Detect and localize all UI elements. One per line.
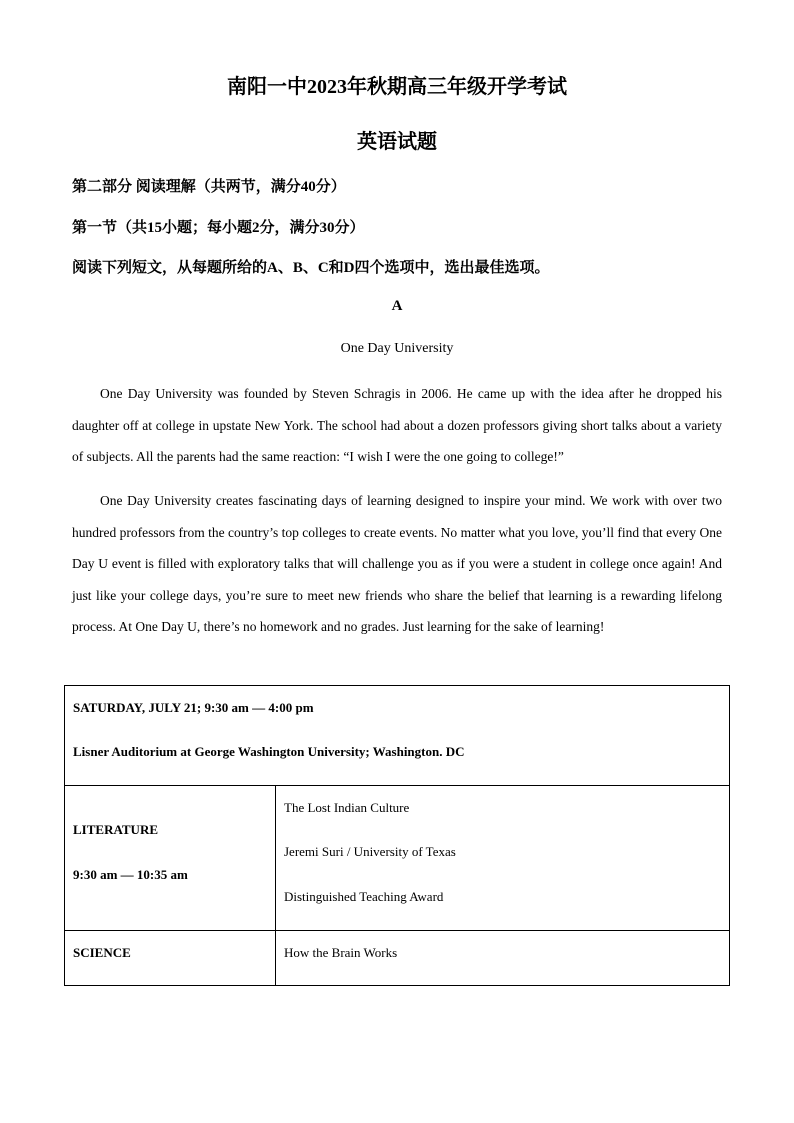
subject-literature: LITERATURE [73,822,159,837]
literature-cell [65,786,276,931]
table-row [65,786,730,931]
literature-lecture: The Lost Indian Culture [284,800,410,815]
science-lecture: How the Brain Works [284,945,398,960]
exam-title: 南阳一中2023年秋期高三年级开学考试 [227,76,567,98]
schedule-table [64,685,730,986]
section-heading: 第一节（共15小题；每小题2分，满分30分） [72,220,365,236]
schedule-date: SATURDAY, JULY 21; 9:30 am — 4:00 pm [73,700,314,715]
part-heading: 第二部分 阅读理解（共两节，满分40分） [72,179,346,195]
passage-letter: A [391,298,403,314]
schedule-header-row [65,686,730,786]
science-cell [65,931,276,986]
passage-paragraph-2: One Day University creates fascinating days of learning designed to inspire your mind. We work with over two hundred professors from the country’s top colleges to create events. No matter what you love, you’ll find that every One Day U event is filled with exploratory talks that will challenge you as if you were a student in college once again! And just like your college days, you’re sure to meet new friends who share the belief that learning is a rewarding lifelong process. At One Day U, there’s no homework and no grades. Just learning for the sake of learning! [72,493,722,634]
literature-time: 9:30 am — 10:35 am [73,867,188,882]
literature-award: Distinguished Teaching Award [284,889,444,904]
literature-speaker: Jeremi Suri / University of Texas [284,844,456,859]
schedule-header-cell [65,686,730,786]
science-detail-cell [276,931,730,986]
literature-detail-cell [276,786,730,931]
exam-subtitle: 英语试题 [357,131,437,153]
passage-title: One Day University [340,341,454,356]
direction-text: 阅读下列短文，从每题所给的A、B、C和D四个选项中，选出最佳选项。 [72,260,550,276]
subject-science: SCIENCE [73,945,131,960]
passage-paragraph-1: One Day University was founded by Steven Schragis in 2006. He came up with the idea after he dropped his daughter off at college in upstate New York. The school had about a dozen professors giving short talks about a variety of subjects. All the parents had the same reaction: “I wish I were the one going to college!” [72,386,722,464]
schedule-venue: Lisner Auditorium at George Washington University; Washington. DC [73,744,465,759]
table-row [65,931,730,986]
